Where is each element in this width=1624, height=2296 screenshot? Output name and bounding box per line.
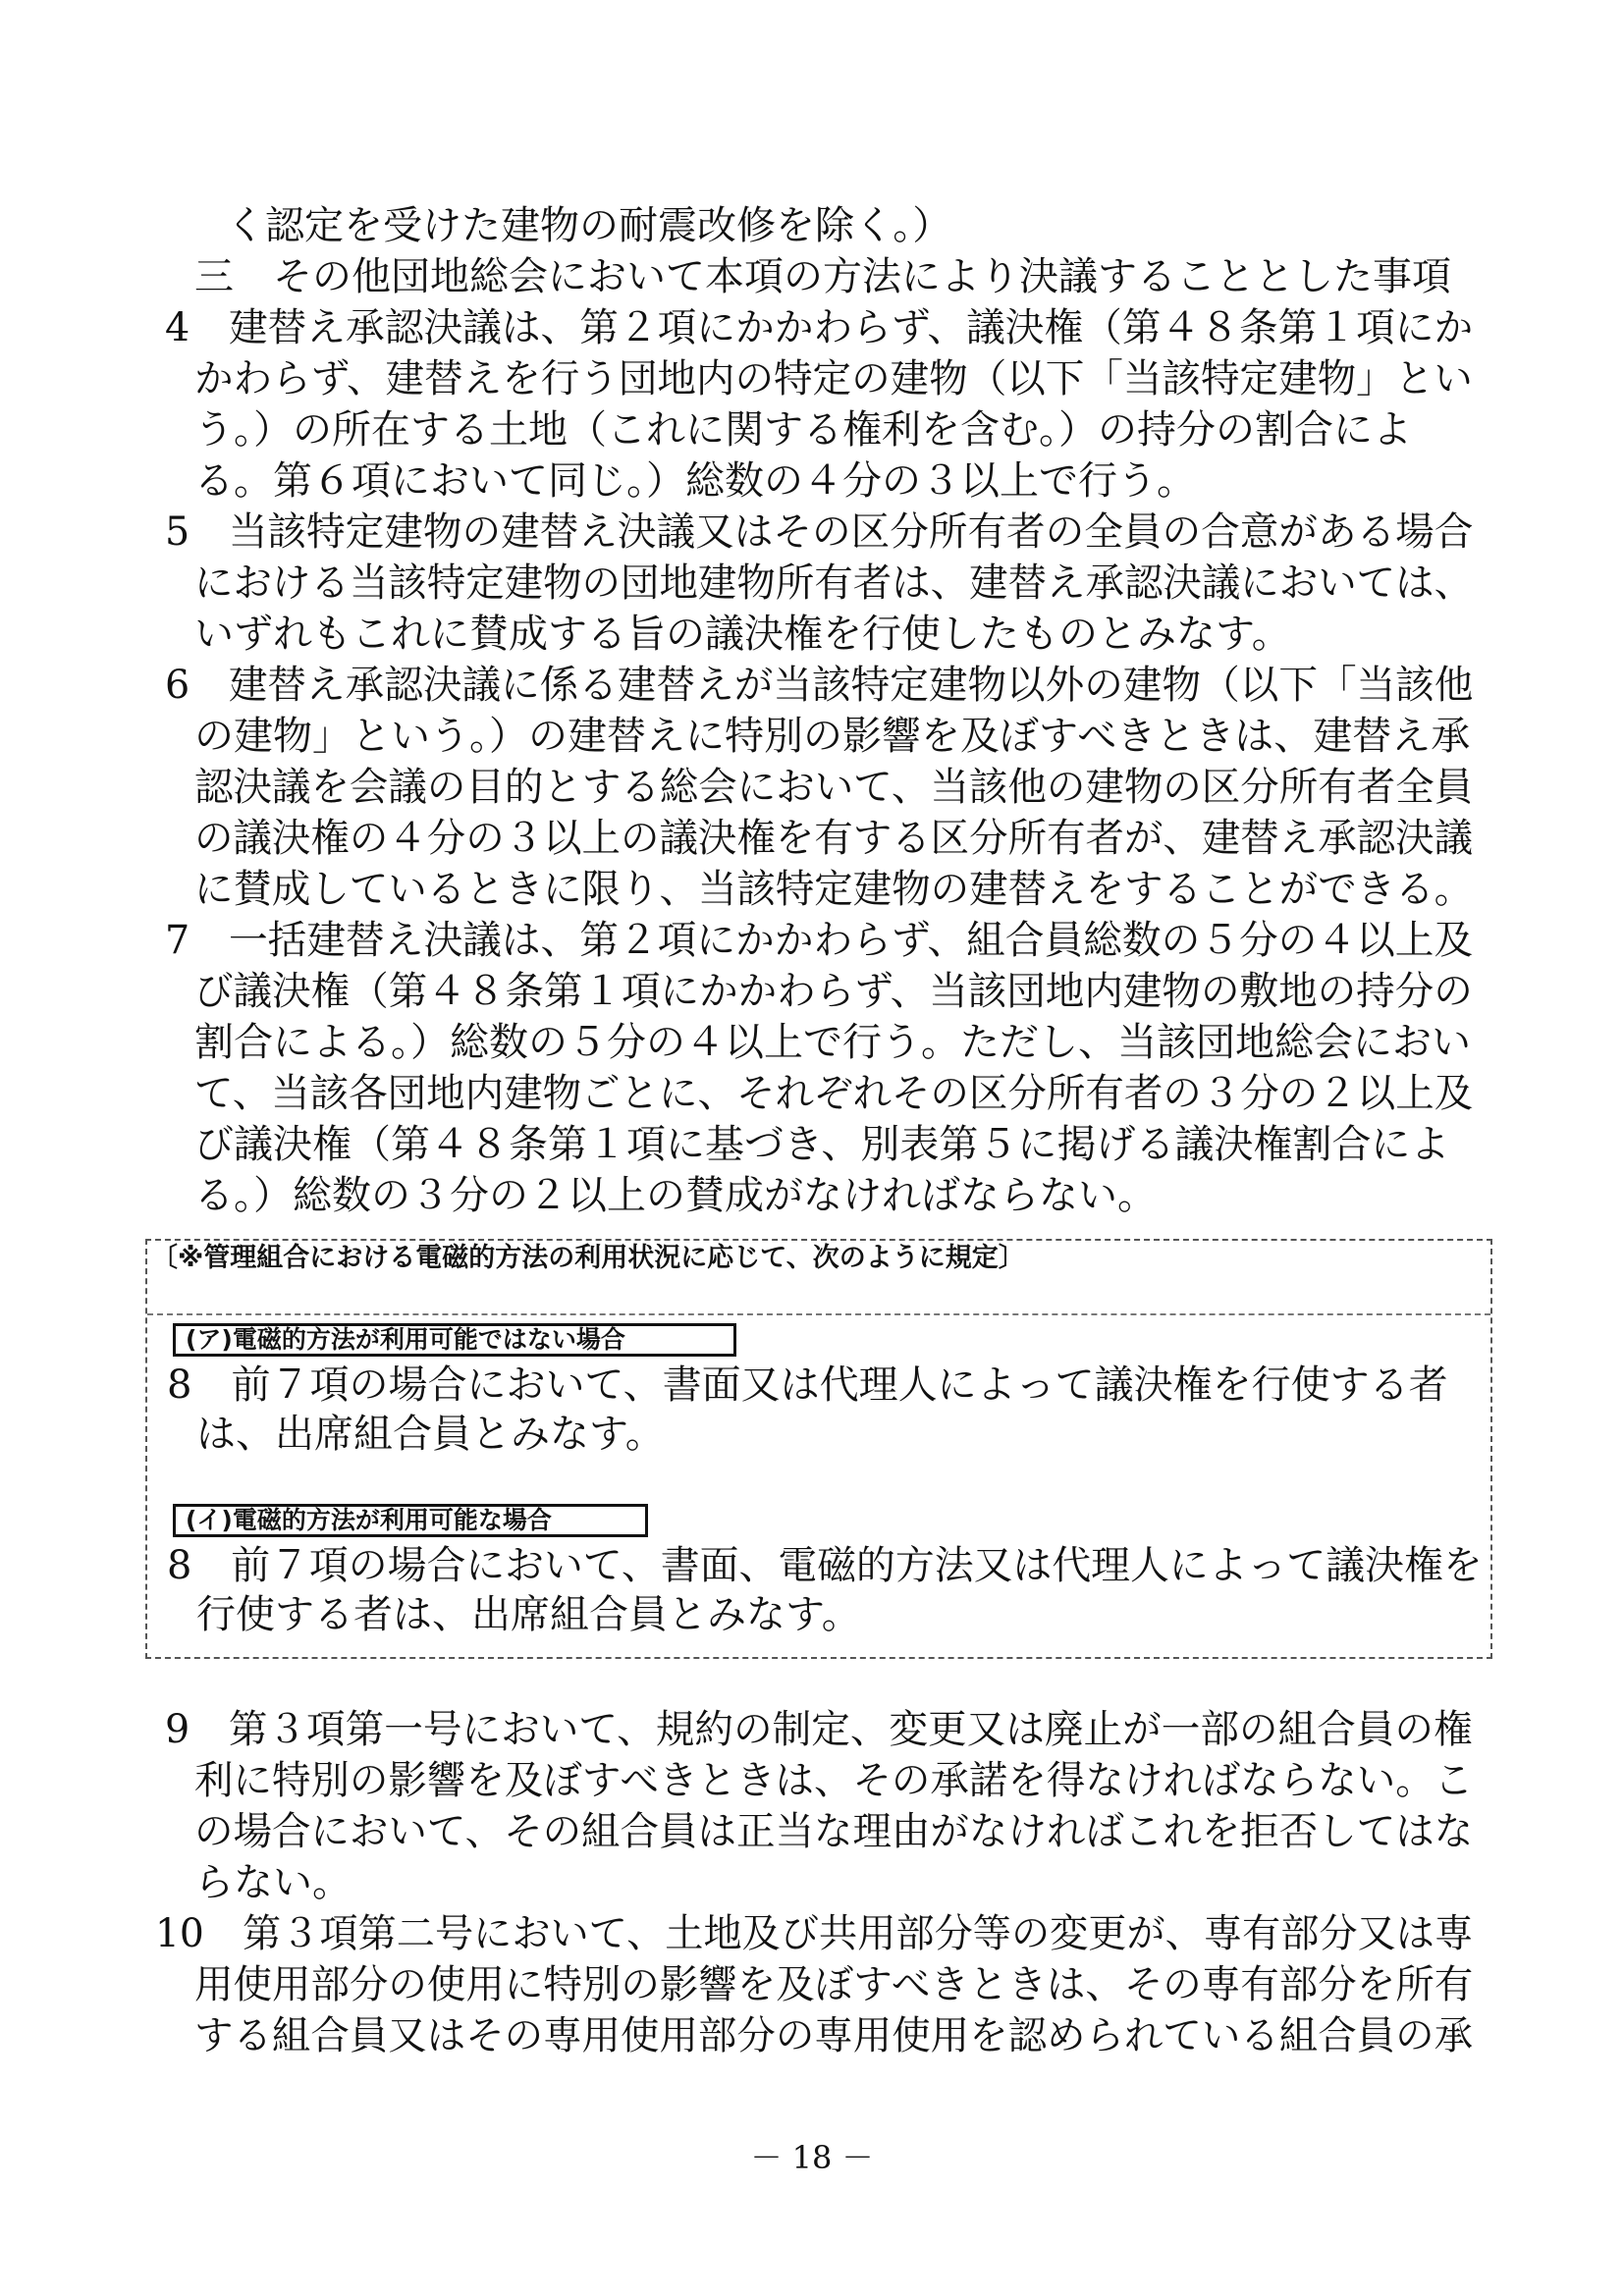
paragraph-6-start: 6 建替え承認決議に係る建替えが当該特定建物以外の建物（以下「当該他	[165, 663, 1474, 708]
text-line: う。）の所在する土地（これに関する権利を含む。）の持分の割合によ	[194, 407, 1412, 453]
text-line: らない。	[194, 1860, 352, 1905]
page-number: － 18 －	[750, 2139, 874, 2176]
text-line: て、当該各団地内建物ごとに、それぞれその区分所有者の３分の２以上及	[194, 1071, 1474, 1116]
text-line: び議決権（第４８条第１項にかかわらず、当該団地内建物の敷地の持分の	[194, 969, 1473, 1014]
text-line: 行使する者は、出席組合員とみなす。	[196, 1592, 861, 1637]
paragraph-5-start: 5 当該特定建物の建替え決議又はその区分所有者の全員の合意がある場合	[165, 509, 1474, 555]
text-line: 利に特別の影響を及ぼすべきときは、その承諾を得なければならない。こ	[194, 1758, 1474, 1803]
text-line: する組合員又はその専用使用部分の専用使用を認められている組合員の承	[194, 2013, 1474, 2058]
text-line: に賛成しているときに限り、当該特定建物の建替えをすることができる。	[194, 867, 1474, 912]
note-box-header: 〔※管理組合における電磁的方法の利用状況に応じて、次のように規定〕	[147, 1241, 1490, 1315]
electronic-method-note-box	[145, 1239, 1492, 1659]
option-a-tag: (ア)電磁的方法が利用可能ではない場合	[173, 1323, 736, 1357]
text-line: る。）総数の３分の２以上の賛成がなければならない。	[194, 1173, 1157, 1218]
paragraph-10-start: 10 第３項第二号において、土地及び共用部分等の変更が、専有部分又は専	[155, 1911, 1474, 1956]
paragraph-9-start: 9 第３項第一号において、規約の制定、変更又は廃止が一部の組合員の権	[165, 1707, 1473, 1752]
text-line: 割合による。）総数の５分の４以上で行う。ただし、当該団地総会におい	[194, 1020, 1471, 1065]
option-a-paragraph-8-start: 8 前７項の場合において、書面又は代理人によって議決権を行使する者	[167, 1362, 1448, 1408]
text-line: の建物」という。）の建替えに特別の影響を及ぼすべきときは、建替え承	[194, 714, 1471, 759]
paragraph-4-start: 4 建替え承認決議は、第２項にかかわらず、議決権（第４８条第１項にか	[165, 305, 1474, 350]
option-b-tag: (イ)電磁的方法が利用可能な場合	[173, 1504, 648, 1537]
text-line: かわらず、建替えを行う団地内の特定の建物（以下「当該特定建物」とい	[194, 356, 1473, 401]
paragraph-7-start: 7 一括建替え決議は、第２項にかかわらず、組合員総数の５分の４以上及	[165, 918, 1474, 963]
text-line: は、出席組合員とみなす。	[196, 1412, 665, 1457]
option-b-paragraph-8-start: 8 前７項の場合において、書面、電磁的方法又は代理人によって議決権を	[167, 1543, 1483, 1588]
text-line: る。第６項において同じ。）総数の４分の３以上で行う。	[194, 458, 1196, 504]
text-line: 三 その他団地総会において本項の方法により決議することとした事項	[194, 254, 1451, 299]
text-line: の議決権の４分の３以上の議決権を有する区分所有者が、建替え承認決議	[194, 816, 1474, 861]
text-line: 用使用部分の使用に特別の影響を及ぼすべきときは、その専有部分を所有	[194, 1962, 1474, 2007]
text-line: いずれもこれに賛成する旨の議決権を行使したものとみなす。	[194, 612, 1291, 657]
text-line: び議決権（第４８条第１項に基づき、別表第５に掲げる議決権割合によ	[194, 1122, 1450, 1167]
text-line: における当該特定建物の団地建物所有者は、建替え承認決議においては、	[194, 561, 1474, 606]
text-line: の場合において、その組合員は正当な理由がなければこれを拒否してはな	[194, 1809, 1474, 1854]
text-line: 認決議を会議の目的とする総会において、当該他の建物の区分所有者全員	[194, 765, 1474, 810]
text-line: く認定を受けた建物の耐震改修を除く。）	[226, 203, 952, 248]
